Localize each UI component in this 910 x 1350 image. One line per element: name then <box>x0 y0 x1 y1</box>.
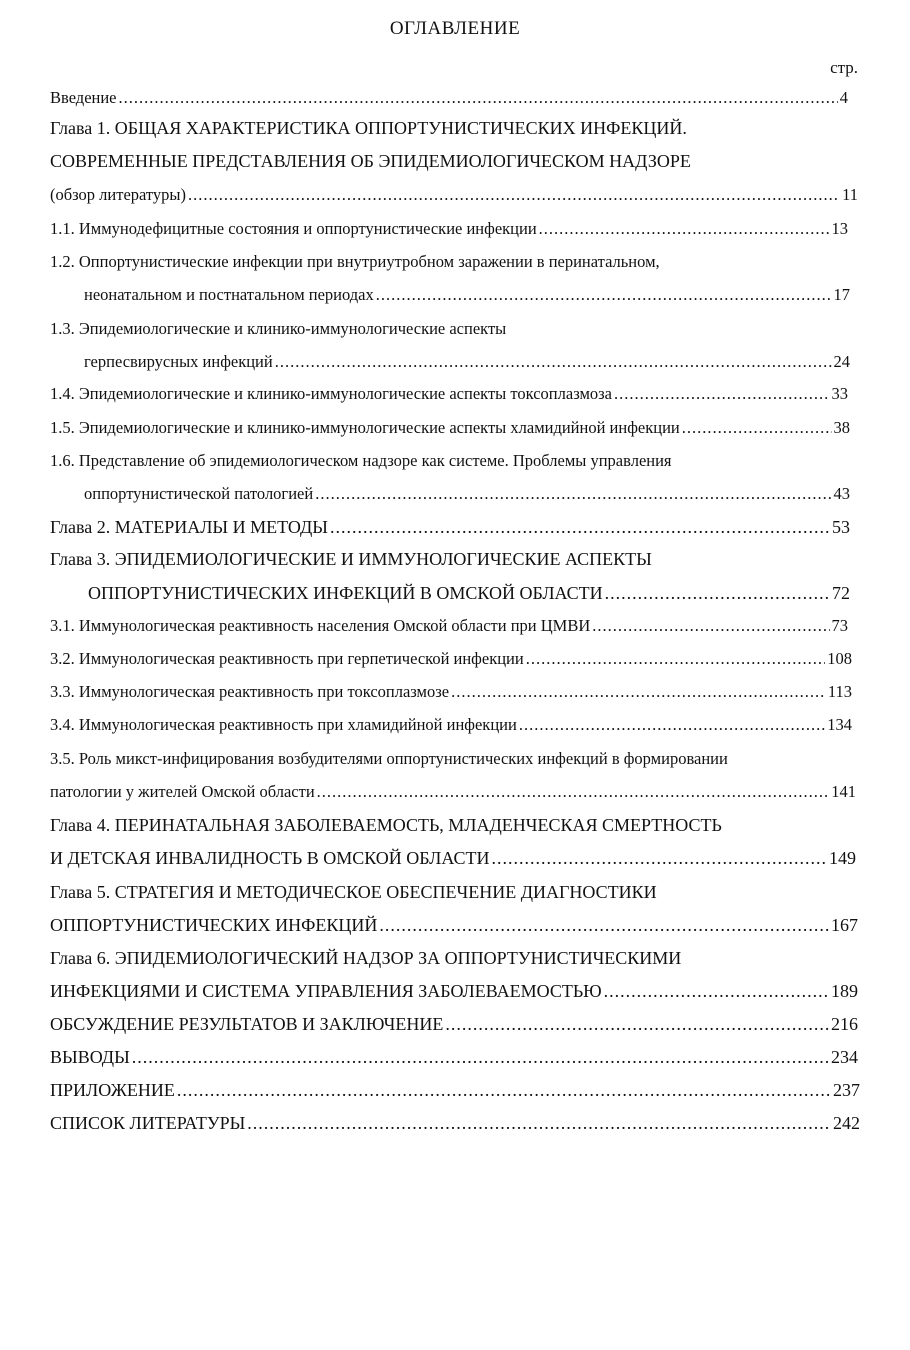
toc-entry <box>50 252 848 278</box>
toc-entry-page-number: 38 <box>833 418 850 437</box>
toc-entry <box>50 549 848 575</box>
toc-entry <box>50 915 858 941</box>
toc-entry-page-number: 141 <box>831 782 856 801</box>
toc-entry <box>84 285 850 311</box>
dot-leader <box>379 915 829 936</box>
toc-entry <box>50 88 848 114</box>
toc-entry <box>50 319 848 345</box>
toc-entry-title: герпесвирусных инфекций <box>84 352 273 371</box>
toc-entry <box>50 682 852 708</box>
toc-entry-page-number: 17 <box>833 285 850 304</box>
toc-entry-page-number: 234 <box>831 1047 858 1067</box>
toc-entry <box>50 1014 858 1040</box>
dot-leader <box>451 682 826 702</box>
toc-entry <box>50 151 848 177</box>
toc-entry <box>50 1047 858 1073</box>
toc-entry-page-number: 149 <box>829 848 856 868</box>
dot-leader <box>539 219 830 239</box>
toc-entry <box>50 848 856 874</box>
toc-entry-title: И ДЕТСКАЯ ИНВАЛИДНОСТЬ В ОМСКОЙ ОБЛАСТИ <box>50 848 490 868</box>
toc-entry <box>50 517 850 543</box>
dot-leader <box>592 616 829 636</box>
toc-entry-title: ОБСУЖДЕНИЕ РЕЗУЛЬТАТОВ И ЗАКЛЮЧЕНИЕ <box>50 1014 444 1034</box>
dot-leader <box>119 88 838 108</box>
toc-entry <box>50 981 858 1007</box>
dot-leader <box>519 715 825 735</box>
toc-entry-title: 3.5. Роль микст-инфицирования возбудителями оппортунистических инфекций в формировании <box>50 749 728 768</box>
dot-leader <box>491 848 827 869</box>
dot-leader <box>682 418 832 438</box>
dot-leader <box>330 517 830 538</box>
toc-entry-title: неонатальном и постнатальном периодах <box>84 285 374 304</box>
toc-entry-title: 3.2. Иммунологическая реактивность при герпетической инфекции <box>50 649 524 668</box>
toc-entry-page-number: 13 <box>831 219 848 238</box>
toc-entry <box>50 418 850 444</box>
toc-entry-page-number: 43 <box>833 484 850 503</box>
toc-entry-title: 1.5. Эпидемиологические и клинико-иммунологические аспекты хламидийной инфекции <box>50 418 680 437</box>
toc-entry-page-number: 167 <box>831 915 858 935</box>
toc-entry <box>50 384 848 410</box>
toc-entry-page-number: 242 <box>833 1113 860 1133</box>
dot-leader <box>614 384 829 404</box>
dot-leader <box>317 782 830 802</box>
toc-entry-page-number: 72 <box>832 583 850 603</box>
toc-entry-title: Глава 4. ПЕРИНАТАЛЬНАЯ ЗАБОЛЕВАЕМОСТЬ, МЛАДЕНЧЕСКАЯ СМЕРТНОСТЬ <box>50 815 722 835</box>
toc-entry <box>84 352 850 378</box>
toc-entry <box>50 749 848 775</box>
dot-leader <box>275 352 832 372</box>
page-column-label: стр. <box>830 58 858 77</box>
toc-entry-title: Глава 3. ЭПИДЕМИОЛОГИЧЕСКИЕ И ИММУНОЛОГИЧЕСКИЕ АСПЕКТЫ <box>50 549 652 569</box>
toc-entry-title: Глава 5. СТРАТЕГИЯ И МЕТОДИЧЕСКОЕ ОБЕСПЕЧЕНИЕ ДИАГНОСТИКИ <box>50 882 657 902</box>
dot-leader <box>605 583 830 604</box>
toc-entry-page-number: 134 <box>827 715 852 734</box>
toc-entry-title: СПИСОК ЛИТЕРАТУРЫ <box>50 1113 246 1133</box>
dot-leader <box>445 1014 829 1035</box>
toc-entry-title: 3.4. Иммунологическая реактивность при хламидийной инфекции <box>50 715 517 734</box>
toc-entry-page-number: 24 <box>833 352 850 371</box>
toc-entry-title: 1.6. Представление об эпидемиологическом надзоре как системе. Проблемы управления <box>50 451 672 470</box>
toc-entry-page-number: 189 <box>831 981 858 1001</box>
toc-entry <box>50 815 848 841</box>
toc-entry-title: патологии у жителей Омской области <box>50 782 315 801</box>
toc-entry-title: 1.1. Иммунодефицитные состояния и оппортунистические инфекции <box>50 219 537 238</box>
toc-entry-page-number: 33 <box>831 384 848 403</box>
toc-entry <box>84 484 850 510</box>
toc-entry-title: ИНФЕКЦИЯМИ И СИСТЕМА УПРАВЛЕНИЯ ЗАБОЛЕВАЕМОСТЬЮ <box>50 981 602 1001</box>
dot-leader <box>315 484 831 504</box>
toc-entry <box>50 451 848 477</box>
toc-entry-title: 1.4. Эпидемиологические и клинико-иммунологические аспекты токсоплазмоза <box>50 384 613 403</box>
toc-entry-page-number: 108 <box>827 649 852 668</box>
toc-entry <box>50 118 848 144</box>
toc-entry-page-number: 4 <box>839 88 848 107</box>
toc-entry-title: Глава 6. ЭПИДЕМИОЛОГИЧЕСКИЙ НАДЗОР ЗА ОППОРТУНИСТИЧЕСКИМИ <box>50 948 682 968</box>
toc-entry <box>50 782 856 808</box>
toc-entry-title: ВЫВОДЫ <box>50 1047 130 1067</box>
toc-entry-page-number: 113 <box>827 682 852 701</box>
toc-entry <box>50 715 852 741</box>
toc-entry-page-number: 11 <box>842 185 858 204</box>
toc-entry-page-number: 73 <box>831 616 848 635</box>
dot-leader <box>376 285 832 305</box>
toc-entry-page-number: 216 <box>831 1014 858 1034</box>
toc-entry <box>50 616 848 642</box>
toc-entry-title: Глава 2. МАТЕРИАЛЫ И МЕТОДЫ <box>50 517 328 537</box>
toc-entry-title: (обзор литературы) <box>50 185 187 204</box>
toc-entry <box>50 649 852 675</box>
toc-entry-title: 1.2. Оппортунистические инфекции при внутриутробном заражении в перинатальном, <box>50 252 660 271</box>
toc-entry-title: СОВРЕМЕННЫЕ ПРЕДСТАВЛЕНИЯ ОБ ЭПИДЕМИОЛОГИЧЕСКОМ НАДЗОРЕ <box>50 151 691 171</box>
toc-entry-title: ПРИЛОЖЕНИЕ <box>50 1080 175 1100</box>
toc-entry-title: 3.1. Иммунологическая реактивность населения Омской области при ЦМВИ <box>50 616 591 635</box>
toc-entry <box>50 1113 860 1139</box>
dot-leader <box>526 649 826 669</box>
toc-entry <box>88 583 850 609</box>
toc-entry <box>50 948 848 974</box>
dot-leader <box>247 1113 831 1134</box>
toc-entry <box>50 1080 860 1106</box>
toc-entry-page-number: 237 <box>833 1080 860 1100</box>
dot-leader <box>188 185 840 205</box>
dot-leader <box>604 981 829 1002</box>
toc-entry-title: 1.3. Эпидемиологические и клинико-иммунологические аспекты <box>50 319 507 338</box>
toc-entry <box>50 882 848 908</box>
toc-entry-title: Введение <box>50 88 117 107</box>
toc-entry-title: ОППОРТУНИСТИЧЕСКИХ ИНФЕКЦИЙ В ОМСКОЙ ОБЛАСТИ <box>88 583 603 603</box>
toc-entry <box>50 185 858 211</box>
page-title: ОГЛАВЛЕНИЕ <box>389 18 521 39</box>
toc-entry <box>50 219 848 245</box>
toc-entry-title: ОППОРТУНИСТИЧЕСКИХ ИНФЕКЦИЙ <box>50 915 378 935</box>
toc-entry-title: оппортунистической патологией <box>84 484 314 503</box>
toc-entry-title: Глава 1. ОБЩАЯ ХАРАКТЕРИСТИКА ОППОРТУНИСТИЧЕСКИХ ИНФЕКЦИЙ. <box>50 118 687 138</box>
toc-entry-page-number: 53 <box>832 517 850 537</box>
dot-leader <box>132 1047 829 1068</box>
dot-leader <box>177 1080 831 1101</box>
toc-entry-title: 3.3. Иммунологическая реактивность при токсоплазмозе <box>50 682 450 701</box>
